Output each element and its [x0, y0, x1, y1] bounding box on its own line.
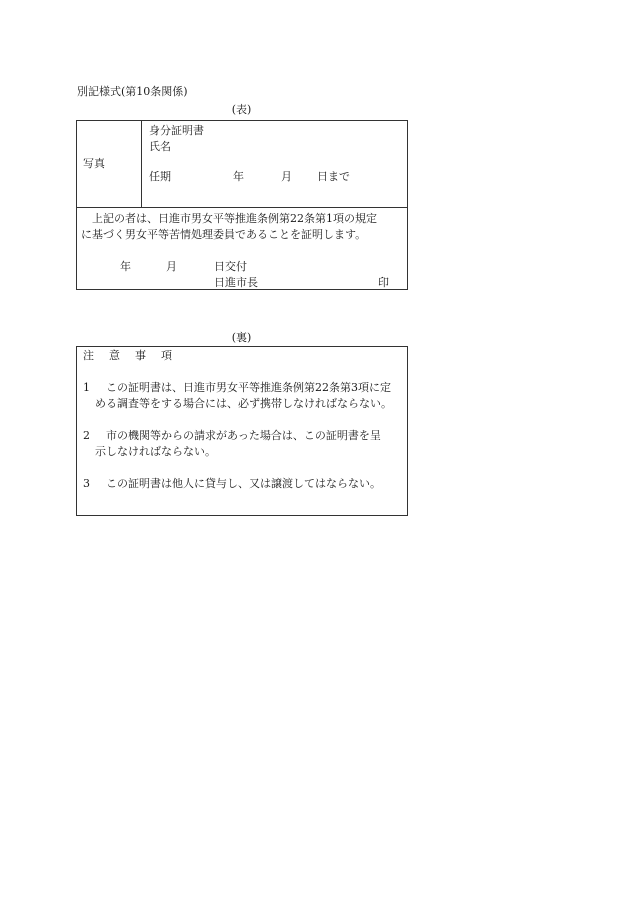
term-label: 任期: [149, 170, 171, 183]
notice-item: [83, 428, 405, 460]
issue-day-label: 日交付: [214, 260, 247, 273]
certification-line-1: 上記の者は、日進市男女平等推進条例第22条第1項の規定: [92, 212, 377, 225]
issue-year-label: 年: [120, 260, 131, 273]
photo-area: [77, 121, 142, 207]
term-month-label: 月: [281, 170, 292, 183]
form-heading: 別記様式(第10条関係): [77, 85, 188, 98]
issue-date-row: [77, 259, 407, 275]
card-title: 身分証明書: [149, 124, 204, 137]
notice-item: [83, 380, 405, 412]
certification-line-2: に基づく男女平等苦情処理委員であることを証明します。: [81, 228, 367, 241]
certification-statement: [81, 211, 405, 243]
notice-number: 2: [83, 429, 90, 442]
notice-line: 市の機関等からの請求があった場合は、この証明書を呈: [106, 429, 381, 442]
notice-number: 1: [83, 381, 90, 394]
back-side-label: (裏): [231, 331, 252, 344]
seal-mark: 印: [378, 276, 389, 289]
notice-item: [83, 476, 405, 492]
id-card-front: [76, 120, 408, 290]
issuer-row: [77, 275, 407, 291]
issuer-title: 日進市長: [214, 276, 258, 289]
term-day-label: 日まで: [317, 170, 350, 183]
notice-line: める調査等をする場合には、必ず携帯しなければならない。: [95, 397, 392, 410]
photo-label: 写真: [83, 157, 105, 170]
issue-month-label: 月: [166, 260, 177, 273]
notice-line: この証明書は、日進市男女平等推進条例第22条第3項に定: [106, 381, 391, 394]
front-side-label: (表): [231, 103, 252, 116]
name-label: 氏名: [149, 140, 171, 153]
card-info: [149, 123, 204, 155]
card-divider: [77, 207, 407, 208]
notice-title: 注 意 事 項: [83, 349, 172, 362]
notice-line: 示しなければならない。: [95, 445, 216, 458]
notice-section: [83, 348, 405, 492]
notice-line: この証明書は他人に貸与し、又は譲渡してはならない。: [106, 477, 381, 490]
notice-number: 3: [83, 477, 90, 490]
id-card-back: [76, 346, 408, 516]
term-year-label: 年: [233, 170, 244, 183]
